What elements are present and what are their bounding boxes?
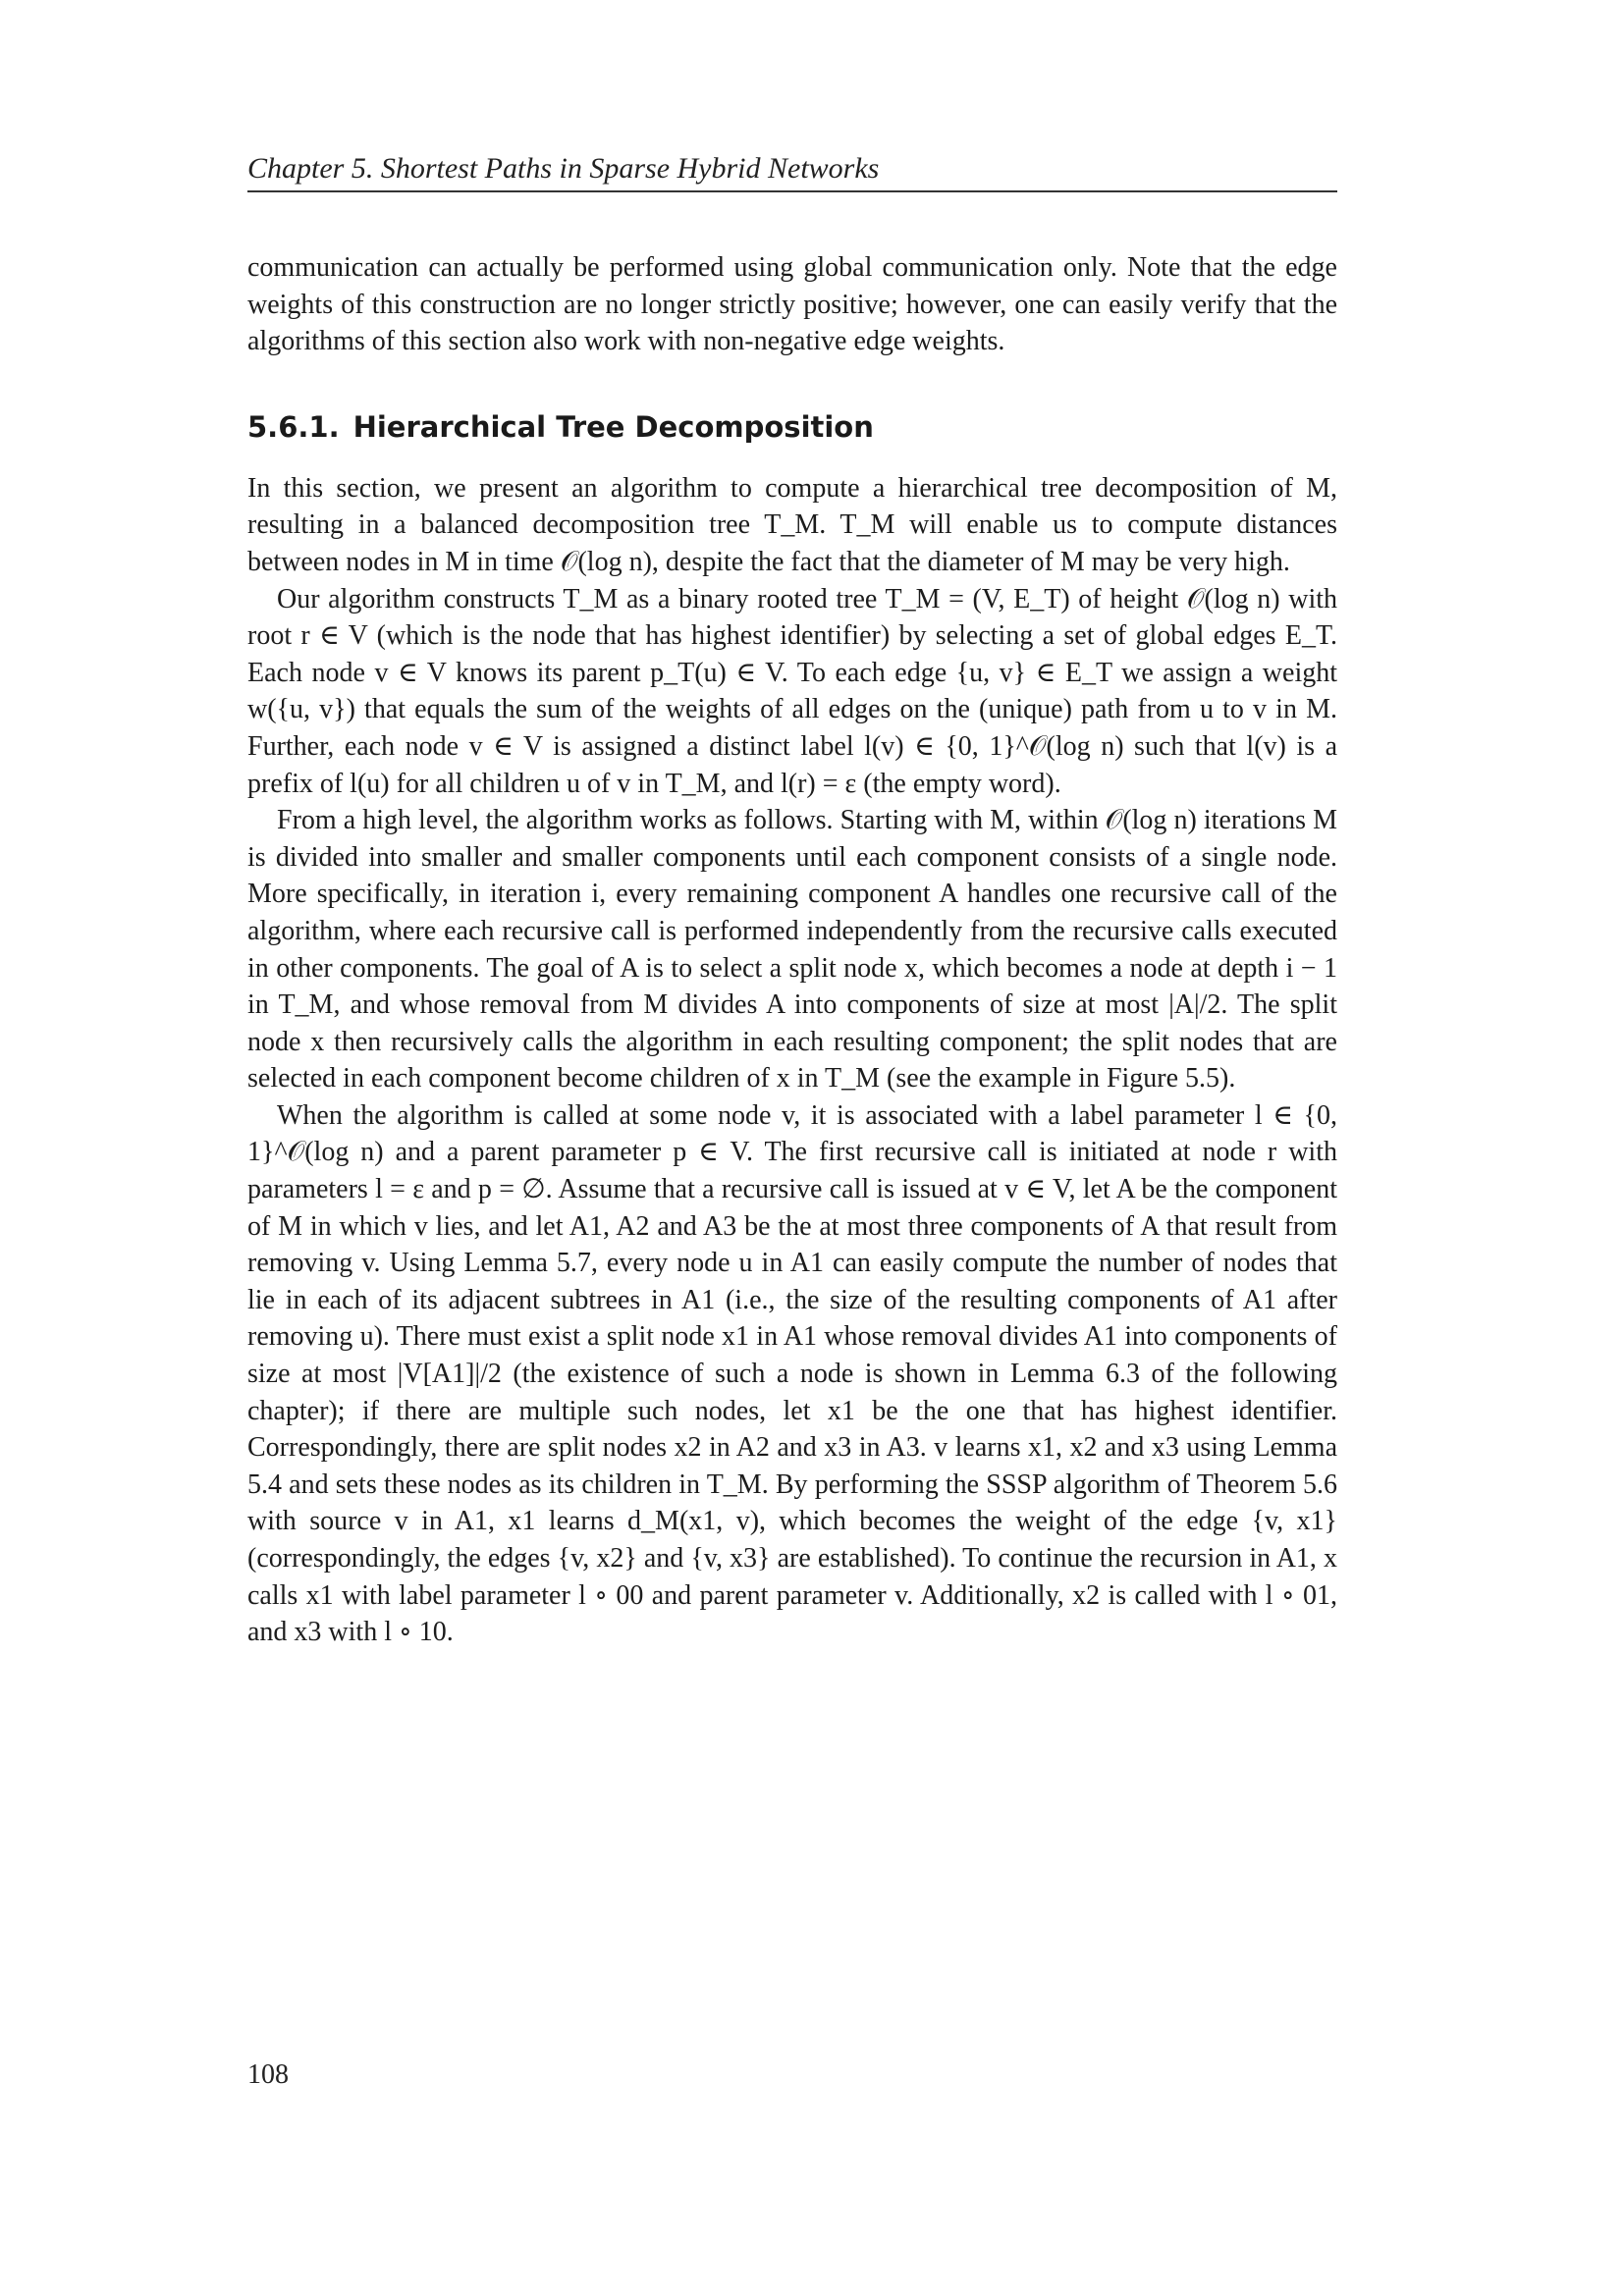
paragraph-construction: Our algorithm constructs T_M as a binary rooted tree T_M = (V, E_T) of height 𝒪(log n) with root r ∈ V (which is the node that has highest identifier) by selecting a set of global edges E_T. Each node v ∈ V knows its parent p_T(u) ∈ V. To each edge {u, v} ∈ E_T we assign a weight w({u, v}) that equals the sum of the weights of all edges on the (unique) path from u to v in M. Further, each node v ∈ V is assigned a distinct label l(v) ∈ {0, 1}^𝒪(log n) such that l(v) is a prefix of l(u) for all children u of v in T_M, and l(r) = ε (the empty word).	[247, 583, 1337, 799]
page-number: 108	[247, 2059, 289, 2090]
header-rule	[247, 190, 1337, 192]
running-head: Chapter 5. Shortest Paths in Sparse Hybrid Networks	[247, 152, 880, 185]
section-number: 5.6.1.	[247, 409, 340, 444]
paragraph-intro: In this section, we present an algorithm to compute a hierarchical tree decomposition of M, resulting in a balanced decomposition tree T_M. T_M will enable us to compute distances between nodes in M in time 𝒪(log n), despite the fact that the diameter of M may be very high.	[247, 472, 1337, 577]
paragraph-overview: From a high level, the algorithm works as follows. Starting with M, within 𝒪(log n) iterations M is divided into smaller and smaller components until each component consists of a single node. More specifically, in iteration i, every remaining component A handles one recursive call of the algorithm, where each recursive call is performed independently from the recursive calls executed in other components. The goal of A is to select a split node x, which becomes a node at depth i − 1 in T_M, and whose removal from M divides A into components of size at most |A|/2. The split node x then recursively calls the algorithm in each resulting component; the split nodes that are selected in each component become children of x in T_M (see the example in Figure 5.5).	[247, 805, 1337, 1095]
paragraph-continuation: communication can actually be performed using global communication only. Note that the edge weights of this construction are no longer strictly positive; however, one can easily verify that the algorithms of this section also work with non-negative edge weights.	[247, 252, 1337, 357]
paragraph-recursion: When the algorithm is called at some node v, it is associated with a label parameter l ∈ {0, 1}^𝒪(log n) and a parent parameter p ∈ V. The first recursive call is initiated at node r with parameters l = ε and p = ∅. Assume that a recursive call is issued at v ∈ V, let A be the component of M in which v lies, and let A1, A2 and A3 be the at most three components of A that result from removing v. Using Lemma 5.7, every node u in A1 can easily compute the number of nodes that lie in each of its adjacent subtrees in A1 (i.e., the size of the resulting components of A1 after removing u). There must exist a split node x1 in A1 whose removal divides A1 into components of size at most |V[A1]|/2 (the existence of such a node is shown in Lemma 6.3 of the following chapter); if there are multiple such nodes, let x1 be the one that has highest identifier. Correspondingly, there are split nodes x2 in A2 and x3 in A3. v learns x1, x2 and x3 using Lemma 5.4 and sets these nodes as its children in T_M. By performing the SSSP algorithm of Theorem 5.6 with source v in A1, x1 learns d_M(x1, v), which becomes the weight of the edge {v, x1} (correspondingly, the edges {v, x2} and {v, x3} are established). To continue the recursion in A1, x calls x1 with label parameter l ∘ 00 and parent parameter v. Additionally, x2 is called with l ∘ 01, and x3 with l ∘ 10.	[247, 1099, 1337, 1648]
section-heading	[247, 407, 1337, 447]
section-title: Hierarchical Tree Decomposition	[352, 409, 874, 444]
body-text	[247, 249, 1337, 1651]
